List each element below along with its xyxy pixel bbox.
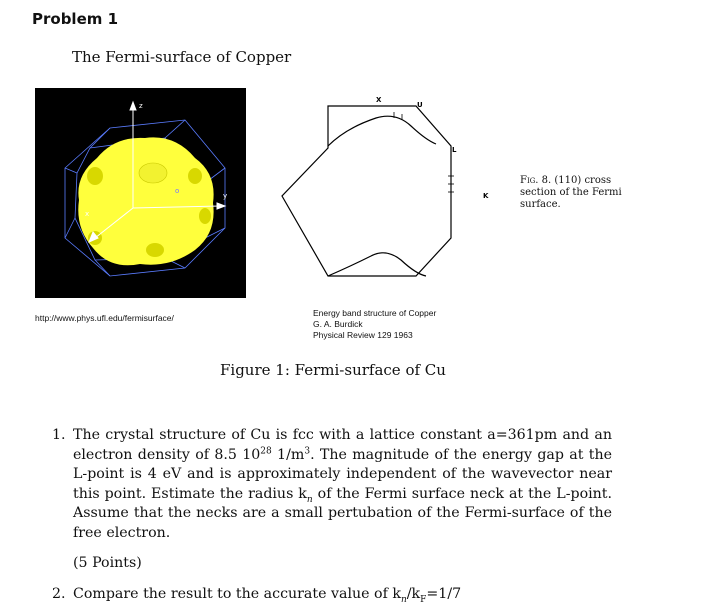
credit-line: Energy band structure of Copper: [313, 308, 436, 319]
question-text: The crystal structure of Cu is fcc with a lattice constant a=361pm and an electron density of 8.5 $10^{28}$ $1/m^3$. The magnitude of the energy gap at the L-point is 4 eV and is approximately independent of the wavevector near this point. Estimate the radius $k_n$ of the Fermi surface neck at the L-point. Assume that the necks are a small pertubation of the Fermi-surface of the free electron.: [73, 427, 612, 541]
axis-label-z: z: [139, 102, 143, 110]
question-item: [52, 426, 612, 574]
point-label-l: L: [452, 146, 457, 154]
question-number: 1.: [52, 426, 66, 446]
question-list: [52, 426, 612, 604]
fermi-contour-top: [328, 116, 436, 146]
point-label-o: o: [175, 187, 179, 195]
problem-subtitle: The Fermi-surface of Copper: [72, 48, 291, 66]
credit-line: Physical Review 129 1963: [313, 330, 436, 341]
fermi-surface-shape: [78, 137, 213, 265]
fermi-surface-image: [35, 88, 246, 298]
question-number: 2.: [52, 585, 66, 604]
axis-label-x: x: [85, 210, 89, 218]
figure-8-caption-lead: Fig. 8.: [520, 175, 551, 186]
figure-source-url: http://www.phys.ufl.edu/fermisurface/: [35, 313, 174, 323]
axis-label-y: y: [223, 192, 227, 200]
question-text: Compare the result to the accurate value of $k_n/k_F=1/7$: [73, 586, 461, 602]
credit-line: G. A. Burdick: [313, 319, 436, 330]
figure-8-caption: [520, 175, 650, 211]
question-points: (5 Points): [73, 554, 612, 574]
point-label-k: K: [483, 192, 489, 200]
point-label-u: U: [417, 101, 423, 109]
figure-8-caption-text: (110) cross section of the Fermi surface.: [520, 175, 622, 210]
figure-caption: Figure 1: Fermi-surface of Cu: [220, 361, 446, 379]
fermi-contour-bottom: [328, 253, 426, 276]
question-item: [52, 585, 612, 604]
problem-heading: Problem 1: [32, 10, 118, 28]
point-label-x: X: [376, 96, 382, 104]
fermi-cross-section-diagram: [276, 88, 496, 306]
zone-outline: [282, 106, 451, 276]
figure-credit: [313, 308, 436, 341]
